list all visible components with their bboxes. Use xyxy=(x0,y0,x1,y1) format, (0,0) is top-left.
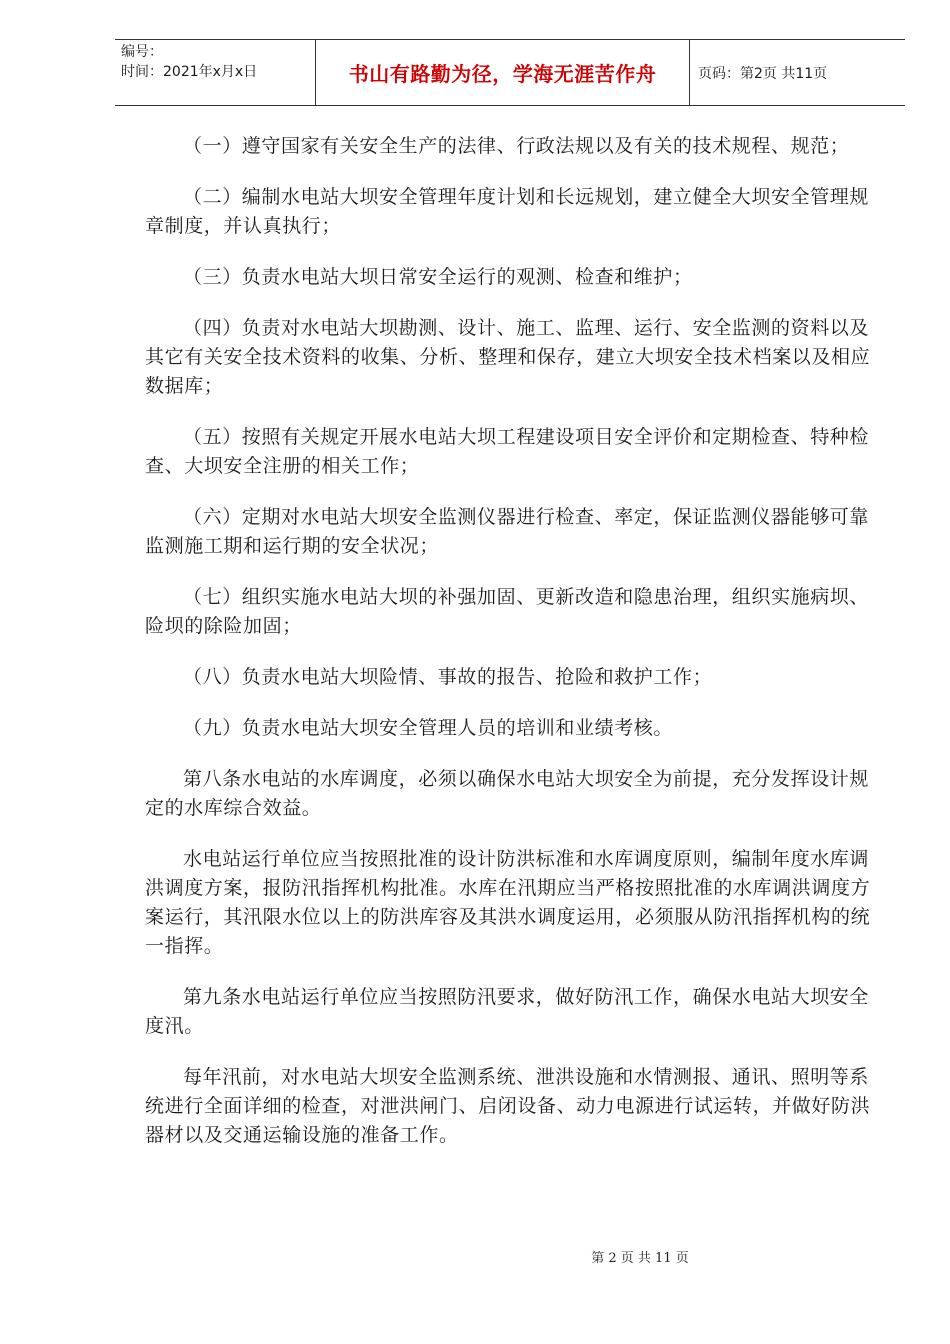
document-body xyxy=(145,132,885,1172)
paragraph: 第八条水电站的水库调度，必须以确保水电站大坝安全为前提，充分发挥设计规定的水库综合效益。 xyxy=(145,768,870,819)
time-label: 时间：2021年x月x日 xyxy=(121,64,258,80)
paragraph: 第九条水电站运行单位应当按照防汛要求，做好防汛工作，确保水电站大坝安全度汛。 xyxy=(145,986,870,1037)
footer-page-number: 第 2 页 共 11 页 xyxy=(591,1251,689,1266)
paragraph: （七）组织实施水电站大坝的补强加固、更新改造和隐患治理，组织实施病坝、险坝的除险加固； xyxy=(145,586,870,637)
paragraph: （六）定期对水电站大坝安全监测仪器进行检查、率定，保证监测仪器能够可靠监测施工期和运行期的安全状况； xyxy=(145,506,870,557)
header-motto: 书山有路勤为径，学海无涯苦作舟 xyxy=(348,62,657,86)
number-label: 编号： xyxy=(121,44,163,60)
paragraph: 水电站运行单位应当按照批准的设计防洪标准和水库调度原则，编制年度水库调洪调度方案，报防汛指挥机构批准。水库在汛期应当严格按照批准的水库调洪调度方案运行，其汛限水位以上的防洪库容及其洪水调度运用，必须服从防汛指挥机构的统一指挥。 xyxy=(145,848,871,957)
paragraph: （八）负责水电站大坝险情、事故的报告、抢险和救护工作； xyxy=(183,666,713,688)
header-motto-cell xyxy=(315,40,690,105)
paragraph: （五）按照有关规定开展水电站大坝工程建设项目安全评价和定期检查、特种检查、大坝安全注册的相关工作； xyxy=(145,426,870,477)
page-footer xyxy=(0,1247,950,1266)
paragraph: 每年汛前，对水电站大坝安全监测系统、泄洪设施和水情测报、通讯、照明等系统进行全面详细的检查，对泄洪闸门、启闭设备、动力电源进行试运转，并做好防洪器材以及交通运输设施的准备工作。 xyxy=(145,1066,871,1146)
paragraph: （二）编制水电站大坝安全管理年度计划和长远规划，建立健全大坝安全管理规章制度，并认真执行； xyxy=(145,186,870,237)
header-page-info: 页码：第2页 共11页 xyxy=(698,65,828,82)
paragraph: （三）负责水电站大坝日常安全运行的观测、检查和维护； xyxy=(183,266,693,288)
paragraph: （一）遵守国家有关安全生产的法律、行政法规以及有关的技术规程、规范； xyxy=(183,135,850,157)
page-header xyxy=(115,39,905,106)
paragraph: （九）负责水电站大坝安全管理人员的培训和业绩考核。 xyxy=(183,717,674,739)
header-meta xyxy=(115,40,315,105)
paragraph: （四）负责对水电站大坝勘测、设计、施工、监理、运行、安全监测的资料以及其它有关安全技术资料的收集、分析、整理和保存，建立大坝安全技术档案以及相应数据库； xyxy=(145,317,871,397)
